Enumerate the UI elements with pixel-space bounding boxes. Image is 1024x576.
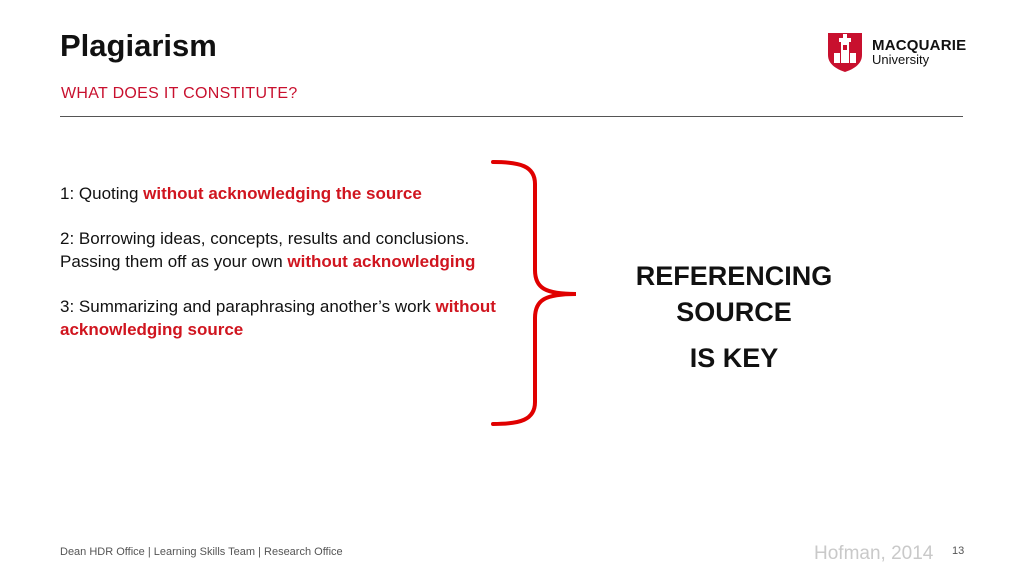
point-1 [60, 182, 500, 205]
key-spacer [600, 330, 868, 340]
citation: Hofman, 2014 [814, 543, 934, 564]
point-3 [60, 295, 500, 341]
macquarie-logo [826, 31, 966, 75]
logo-name: MACQUARIE [872, 37, 967, 54]
point-3-text: 3: Summarizing and paraphrasing another’s work [60, 297, 436, 316]
key-line-is-key: IS KEY [689, 343, 779, 373]
footer-text: Dean HDR Office | Learning Skills Team | Research Office [60, 546, 343, 558]
point-1-text: 1: Quoting [60, 184, 144, 203]
key-message [600, 258, 868, 376]
key-line-source: SOURCE [676, 297, 792, 327]
university-shield-icon [826, 31, 864, 73]
point-2 [60, 227, 500, 273]
point-2-emphasis: without acknowledging [287, 252, 476, 271]
logo-subtitle: University [872, 52, 930, 67]
slide-subtitle: WHAT DOES IT CONSTITUTE? [61, 85, 298, 102]
header-divider [60, 116, 963, 117]
slide-title: Plagiarism [60, 28, 217, 63]
point-2-text: 2: Borrowing ideas, concepts, results and conclusions. Passing them off as your own [60, 229, 470, 271]
key-line-referencing: REFERENCING [635, 261, 833, 291]
plagiarism-points [60, 182, 500, 363]
point-3-emphasis: without acknowledging source [60, 297, 496, 339]
page-number: 13 [952, 545, 965, 557]
right-curly-brace-icon [490, 158, 585, 428]
point-1-emphasis: without acknowledging the source [143, 184, 422, 203]
